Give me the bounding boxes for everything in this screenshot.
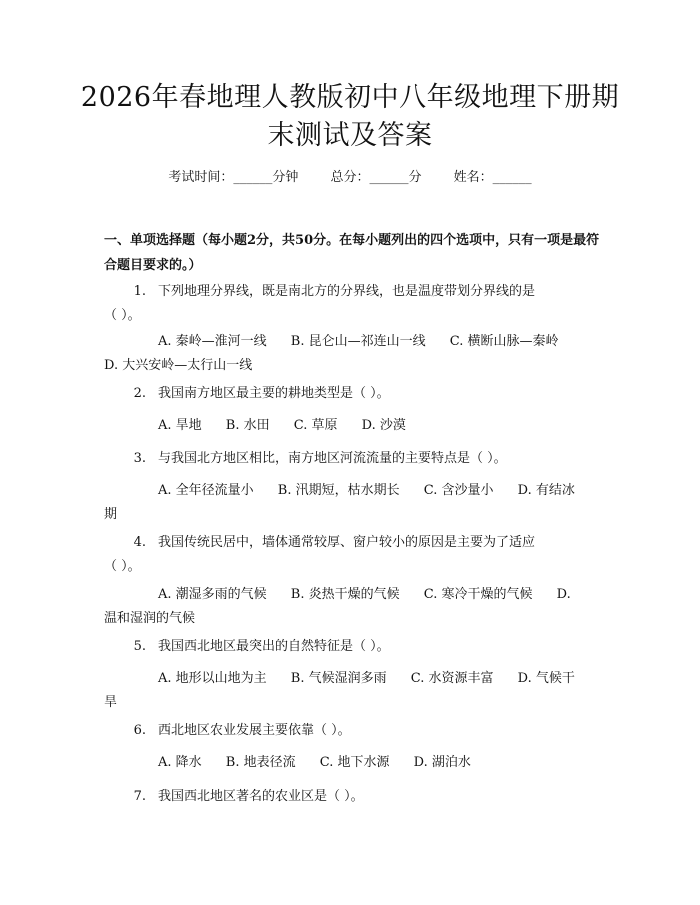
exam-time: 考试时间：______分钟 (168, 170, 299, 185)
option-d-continued: 温和湿润的气候 (104, 611, 196, 626)
question-stem: 我国传统民居中，墙体通常较厚、窗户较小的原因是主要为了适应 (158, 535, 536, 550)
question-stem: 我国西北地区最突出的自然特征是（ ）。 (158, 639, 390, 654)
option-b: B. 昆仑山—祁连山一线 (290, 334, 426, 349)
question-stem: 我国西北地区著名的农业区是（ ）。 (158, 789, 364, 804)
option-b: B. 地表径流 (225, 755, 296, 770)
option-b: B. 汛期短，枯水期长 (277, 483, 400, 498)
option-d: D. 气候干 (517, 671, 575, 686)
option-a: A. 全年径流量小 (158, 483, 254, 498)
question-stem: 我国南方地区最主要的耕地类型是（ ）。 (158, 386, 390, 401)
question-stem: 下列地理分界线，既是南北方的分界线，也是温度带划分界线的是 (158, 284, 536, 299)
option-c: C. 寒冷干燥的气候 (423, 587, 533, 602)
question-6 (104, 719, 600, 743)
option-d-continued: 旱 (104, 695, 118, 710)
question-number: 6. (133, 723, 146, 738)
option-c: C. 水资源丰富 (410, 671, 494, 686)
question-stem: 西北地区农业发展主要依靠（ ）。 (158, 723, 351, 738)
option-c: C. 地下水源 (319, 755, 390, 770)
question-1-options (104, 330, 600, 378)
question-3 (104, 447, 600, 471)
option-b: B. 气候湿润多雨 (290, 671, 387, 686)
question-6-options (104, 751, 600, 775)
option-a: A. 潮湿多雨的气候 (158, 587, 267, 602)
option-c: C. 含沙量小 (423, 483, 494, 498)
document-title-line-1: 2026年春地理人教版初中八年级地理下册期 (80, 82, 620, 113)
question-number: 2. (133, 386, 146, 401)
question-2 (104, 382, 600, 406)
question-2-options (104, 414, 600, 438)
option-d: D. (556, 587, 571, 602)
student-name: 姓名：______ (453, 170, 532, 185)
question-number: 4. (133, 535, 146, 550)
question-4-options (104, 583, 600, 631)
option-a: A. 降水 (158, 755, 202, 770)
section-heading: 一、单项选择题（每小题2分，共50分。在每小题列出的四个选项中，只有一项是最符合题目要求的。） (104, 233, 600, 273)
option-a: A. 地形以山地为主 (158, 671, 267, 686)
option-b: B. 炎热干燥的气候 (290, 587, 400, 602)
total-score: 总分：______分 (330, 170, 422, 185)
option-d: D. 沙漠 (361, 418, 406, 433)
option-c: C. 横断山脉—秦岭 (449, 334, 559, 349)
question-3-options (104, 479, 600, 527)
question-4 (104, 531, 600, 579)
option-d: D. 有结冰 (517, 483, 575, 498)
question-number: 5. (133, 639, 146, 654)
question-number: 1. (133, 284, 146, 299)
option-a: A. 旱地 (158, 418, 202, 433)
option-d: D. 大兴安岭—太行山一线 (104, 358, 253, 373)
question-1 (104, 280, 600, 328)
option-b: B. 水田 (225, 418, 270, 433)
question-stem-continued: （ ）。 (104, 559, 141, 574)
option-d: D. 湖泊水 (413, 755, 471, 770)
question-number: 7. (133, 789, 146, 804)
question-5 (104, 635, 600, 659)
question-stem: 与我国北方地区相比，南方地区河流流量的主要特点是（ ）。 (158, 451, 507, 466)
question-stem-continued: （ ）。 (104, 308, 141, 323)
option-a: A. 秦岭—淮河一线 (158, 334, 267, 349)
option-c: C. 草原 (293, 418, 338, 433)
option-d-continued: 期 (104, 507, 118, 522)
exam-meta (0, 168, 700, 188)
question-7 (104, 785, 600, 809)
document-title-line-2: 末测试及答案 (267, 120, 433, 151)
question-5-options (104, 667, 600, 715)
question-number: 3. (133, 451, 146, 466)
